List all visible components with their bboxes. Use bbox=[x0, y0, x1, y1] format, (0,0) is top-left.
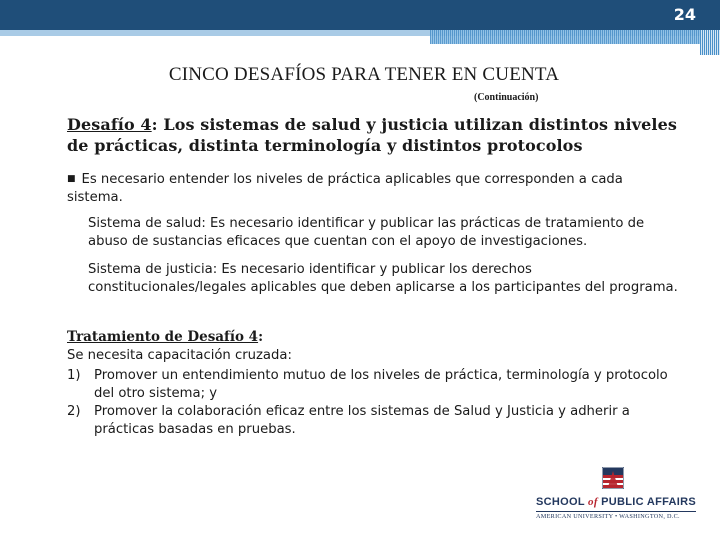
step-number: 2) bbox=[67, 404, 81, 419]
bullet-point bbox=[67, 170, 667, 207]
challenge-label: Desafío 4 bbox=[67, 115, 152, 134]
page-number: 24 bbox=[673, 5, 696, 24]
header-bar bbox=[0, 0, 720, 30]
logo-school: SCHOOL bbox=[536, 496, 585, 508]
slide-title: CINCO DESAFÍOS PARA TENER EN CUENTA bbox=[168, 64, 560, 85]
treatment-heading bbox=[67, 329, 263, 345]
list-item bbox=[67, 367, 677, 403]
treatment-label: Tratamiento de Desafío 4 bbox=[67, 329, 259, 345]
step-number: 1) bbox=[67, 368, 81, 383]
challenge-heading bbox=[67, 114, 677, 156]
american-university-emblem-icon bbox=[602, 467, 624, 489]
step-text: Promover la colaboración eficaz entre los sistemas de Salud y Justicia y adherir a prácticas basadas en pruebas. bbox=[94, 404, 630, 437]
treatment-colon: : bbox=[258, 329, 264, 345]
square-bullet-icon: ■ bbox=[67, 174, 76, 184]
challenge-text: : Los sistemas de salud y justicia utilizan distintos niveles de prácticas, distinta terminología y distintos protocolos bbox=[67, 115, 677, 155]
logo-of: of bbox=[588, 496, 598, 508]
logo-public-affairs: PUBLIC AFFAIRS bbox=[601, 496, 697, 508]
sub-point-health: Sistema de salud: Es necesario identificar y publicar las prácticas de tratamiento de abuso de sustancias eficaces que cuentan con el apoyo de investigaciones. bbox=[88, 216, 645, 249]
sub-point-justice: Sistema de justicia: Es necesario identificar y publicar los derechos constitucionales/legales aplicables que deben aplicarse a los participantes del programa. bbox=[88, 262, 678, 295]
bullet-text: Es necesario entender los niveles de práctica aplicables que corresponden a cada sistema. bbox=[67, 172, 623, 205]
step-text: Promover un entendimiento mutuo de los niveles de práctica, terminología y protocolo del otro sistema; y bbox=[94, 368, 668, 401]
slide-subtitle: (Continuación) bbox=[474, 92, 539, 103]
logo-tagline: AMERICAN UNIVERSITY • WASHINGTON, D.C. bbox=[536, 511, 696, 520]
side-accent-stripe bbox=[700, 30, 720, 55]
logo-wordmark bbox=[536, 496, 696, 508]
treatment-intro: Se necesita capacitación cruzada: bbox=[67, 348, 292, 363]
list-item bbox=[67, 403, 677, 439]
treatment-steps bbox=[67, 367, 677, 439]
school-logo bbox=[536, 465, 696, 525]
header-accent-stripe bbox=[430, 30, 720, 44]
